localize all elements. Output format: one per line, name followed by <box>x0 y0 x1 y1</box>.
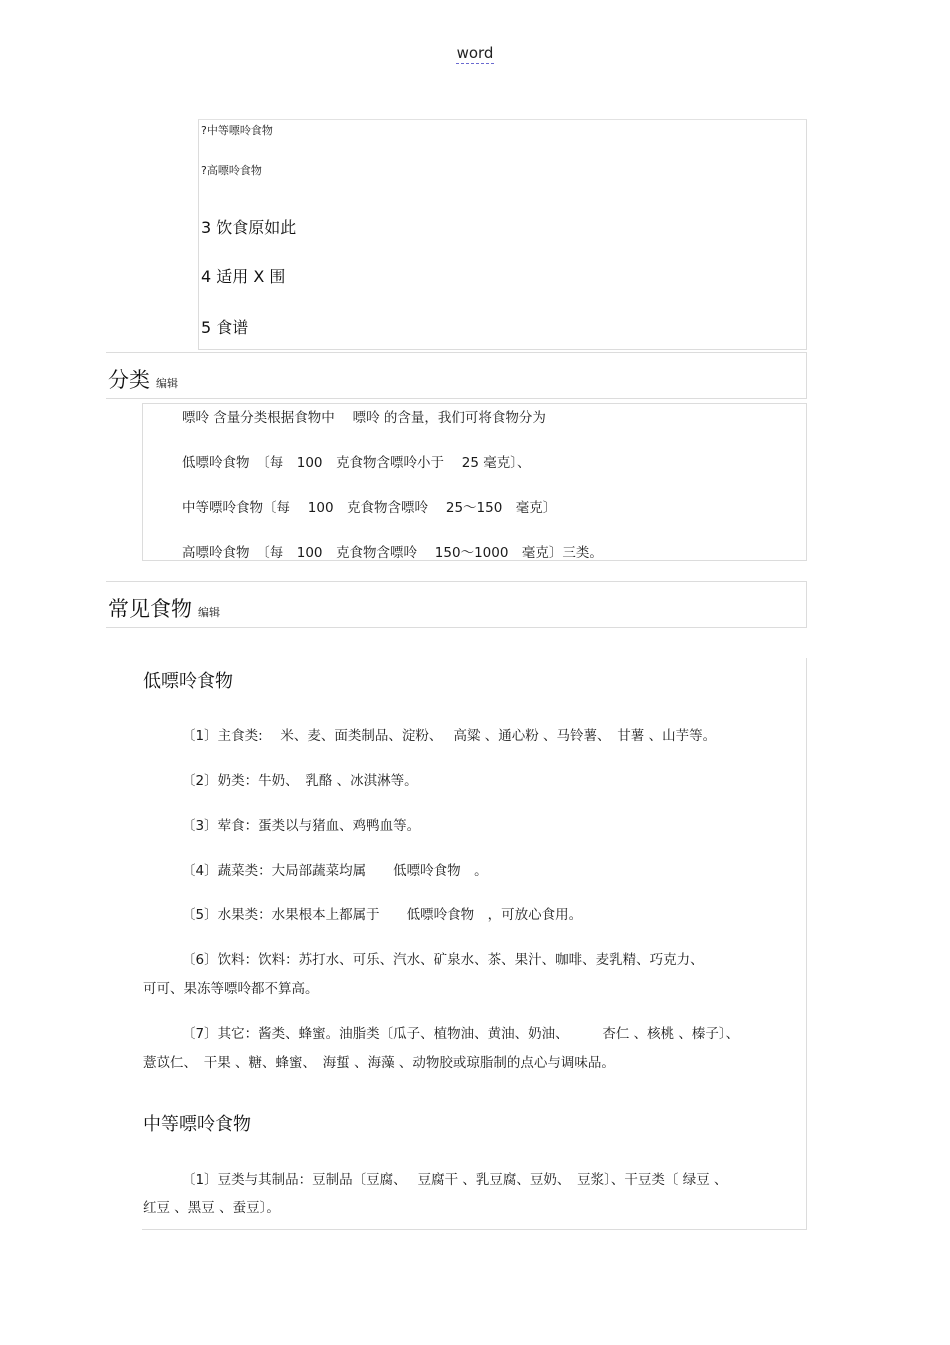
classification-line: 高嘌呤食物 〔每 100 克食物含嘌呤 150～1000 毫克〕三类。 <box>182 545 603 561</box>
low-purine-item: 〔7〕其它：酱类、蜂蜜。油脂类〔瓜子、植物油、黄油、奶油、 杏仁 、核桃 、榛子〕、 <box>182 1026 740 1042</box>
toc-item-scope[interactable]: 4 适用 X 围 <box>201 267 286 286</box>
classification-line: 中等嘌呤食物〔每 100 克食物含嘌呤 25～150 毫克〕 <box>182 500 557 516</box>
classification-line: 嘌呤 含量分类根据食物中 嘌呤 的含量，我们可将食物分为 <box>182 410 546 426</box>
classification-line: 低嘌呤食物 〔每 100 克食物含嘌呤小于 25 毫克〕、 <box>182 455 531 471</box>
toc-item-recipes[interactable]: 5 食谱 <box>201 318 249 337</box>
low-purine-title: 低嘌呤食物 <box>143 671 233 692</box>
low-purine-item-continued: 可可、果冻等嘌呤都不算高。 <box>143 981 319 997</box>
low-purine-item: 〔5〕水果类：水果根本上都属于 低嘌呤食物 ，可放心食用。 <box>182 907 583 923</box>
toc-item-diet-principles[interactable]: 3 饮食原如此 <box>201 218 297 237</box>
classification-heading-bar <box>106 352 807 399</box>
toc-item-medium-purine[interactable]: ?中等嘌呤食物 <box>201 124 273 137</box>
low-purine-item: 〔1〕主食类: 米、麦、面类制品、淀粉、 高粱 、通心粉 、马铃薯、 甘薯 、山芋等。 <box>182 728 717 744</box>
page-header <box>0 44 950 62</box>
classification-body-box <box>142 403 807 561</box>
low-purine-item-continued: 薏苡仁、 干果 、糖、蜂蜜、 海蜇 、海藻 、动物胶或琼脂制的点心与调味品。 <box>143 1055 615 1071</box>
medium-purine-item: 〔1〕豆类与其制品：豆制品〔豆腐、 豆腐干 、乳豆腐、豆奶、 豆浆〕、干豆类〔 绿豆 、 <box>182 1172 728 1188</box>
low-purine-item: 〔3〕荤食：蛋类以与猪血、鸡鸭血等。 <box>182 818 421 834</box>
header-word-label: word <box>456 44 494 62</box>
medium-purine-title: 中等嘌呤食物 <box>143 1114 251 1135</box>
common-foods-edit-link[interactable]: 编辑 <box>198 606 220 619</box>
classification-title: 分类 <box>108 368 150 392</box>
low-purine-item: 〔2〕奶类：牛奶、 乳酪 、冰淇淋等。 <box>182 773 418 789</box>
common-foods-title: 常见食物 <box>108 597 192 621</box>
classification-heading <box>108 364 178 394</box>
low-purine-item: 〔4〕蔬菜类：大局部蔬菜均属 低嘌呤食物 。 <box>182 863 488 879</box>
medium-purine-item-continued: 红豆 、黑豆 、蚕豆〕。 <box>143 1200 280 1216</box>
classification-edit-link[interactable]: 编辑 <box>156 377 178 390</box>
common-foods-heading <box>108 593 220 623</box>
low-purine-item: 〔6〕饮料：饮料：苏打水、可乐、汽水、矿泉水、茶、果汁、咖啡、麦乳精、巧克力、 <box>182 952 704 968</box>
toc-item-high-purine[interactable]: ?高嘌呤食物 <box>201 164 262 177</box>
